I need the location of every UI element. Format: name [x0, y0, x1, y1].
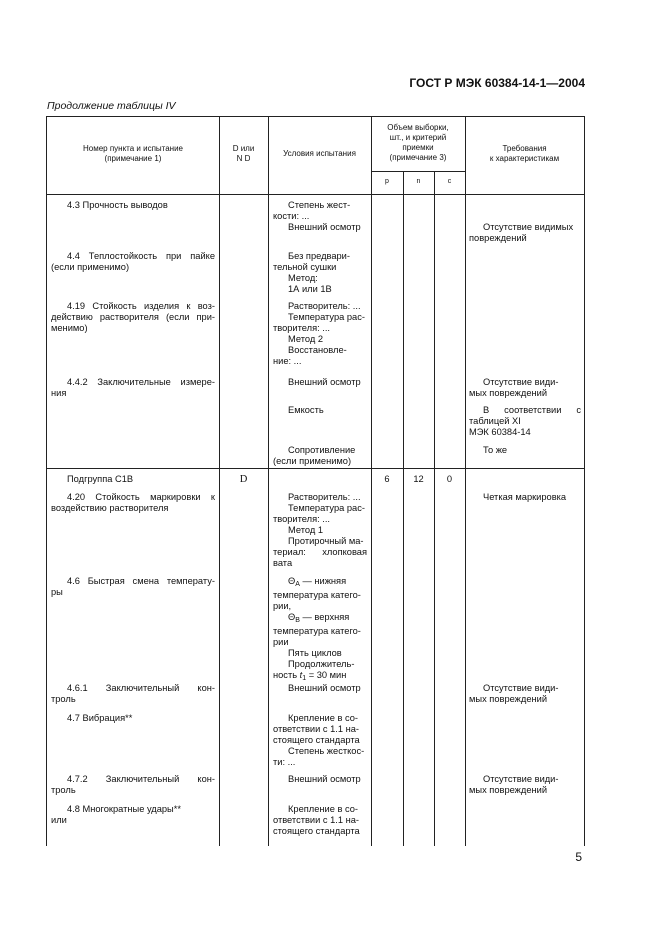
- row-conditions: Внешний осмотр: [288, 377, 361, 387]
- row-item: 4.7.2 Заключительный кон- троль: [51, 774, 215, 795]
- grid-line: [465, 117, 466, 846]
- header-requirements: Требования к характеристикам: [489, 144, 560, 163]
- row-requirements: То же: [483, 445, 508, 455]
- header-p: p: [385, 178, 389, 185]
- row-requirements: Отсутствие види- мых повреждений: [469, 774, 559, 795]
- row-conditions: Крепление в со- ответствии с 1.1 на- стоящего стандарта: [273, 804, 360, 836]
- subgroup-title: Подгруппа С1В: [67, 474, 134, 484]
- row-item: 4.20 Стойкость маркировки к воздействию растворителя: [51, 492, 215, 513]
- grid-line: [403, 171, 404, 846]
- row-conditions: Растворитель: ... Температура рас- творителя: ... Метод 2 Восстановле- ние: ...: [273, 301, 365, 366]
- header-conditions: Условия испытания: [283, 149, 356, 158]
- header-divider: [47, 194, 584, 195]
- header-item: Номер пункта и испытание (примечание 1): [82, 144, 184, 163]
- grid-line: [434, 171, 435, 846]
- row-item: 4.8 Многократные удары** или: [51, 804, 181, 825]
- theta-symbol: Θ: [288, 612, 296, 622]
- sample-p: 6: [384, 474, 390, 484]
- subgroup-dnd: D: [239, 474, 248, 485]
- row-conditions: Внешний осмотр: [288, 774, 361, 784]
- row-conditions: Без предвари- тельной сушки Метод: 1А или 1В: [273, 251, 350, 294]
- row-item: 4.6 Быстрая смена температу- ры: [51, 576, 215, 597]
- header-n: n: [416, 178, 421, 185]
- row-requirements: Отсутствие види- мых повреждений: [469, 377, 559, 398]
- row-item: 4.7 Вибрация**: [67, 713, 133, 723]
- row-requirements: Отсутствие види- мых повреждений: [469, 683, 559, 704]
- row-requirements: Четкая маркировка: [483, 492, 567, 502]
- row-item: 4.4.2 Заключительные измере- ния: [51, 377, 215, 398]
- row-conditions: Внешний осмотр: [288, 683, 361, 693]
- row-conditions: кости: ...: [273, 211, 310, 221]
- sample-c: 0: [446, 474, 453, 484]
- sample-n: 12: [413, 474, 424, 484]
- table-continuation-caption: Продолжение таблицы IV: [47, 100, 176, 112]
- row-conditions: Емкость: [288, 405, 324, 415]
- row-item: 4.19 Стойкость изделия к воз- действию растворителя (если при- менимо): [51, 301, 215, 333]
- theta-symbol: Θ: [288, 576, 296, 586]
- row-conditions: Сопротивление (если применимо): [273, 445, 356, 466]
- header-c: c: [447, 178, 452, 185]
- grid-line: [371, 171, 465, 172]
- subgroup-divider: [47, 468, 584, 469]
- row-requirements: В соответствии с таблицей XI МЭК 60384-14: [469, 405, 581, 437]
- header-sample: Объем выборки, шт., и критерий приемки (примечание 3): [387, 123, 449, 162]
- standard-designation: ГОСТ Р МЭК 60384-14-1—2004: [409, 76, 585, 90]
- row-requirements: Отсутствие видимых повреждений: [469, 222, 574, 243]
- row-item: 4.3 Прочность выводов: [67, 200, 168, 210]
- row-conditions: Внешний осмотр: [288, 222, 361, 232]
- row-conditions: $\Theta_A$ — нижняя температура катего- рии, $\Theta_B$ — верхняя температура катего- рии Пять циклов Продолжитель- ность $t_1 = 30$ мин: [273, 576, 361, 682]
- row-item: 4.4 Теплостойкость при пайке (если применимо): [51, 251, 215, 272]
- header-dnd: D или N D: [232, 144, 255, 163]
- row-conditions: Крепление в со- ответствии с 1.1 на- стоящего стандарта Степень жесткос- ти: ...: [273, 713, 365, 767]
- row-conditions: Растворитель: ... Температура рас- творителя: ... Метод 1 Протирочный ма- териал: хлопковая вата: [273, 492, 367, 568]
- page-number: 5: [575, 850, 582, 864]
- row-item: 4.6.1 Заключительный кон- троль: [51, 683, 215, 704]
- row-conditions: Степень жест-: [288, 200, 351, 210]
- test-table: [46, 116, 585, 846]
- grid-line: [268, 117, 269, 846]
